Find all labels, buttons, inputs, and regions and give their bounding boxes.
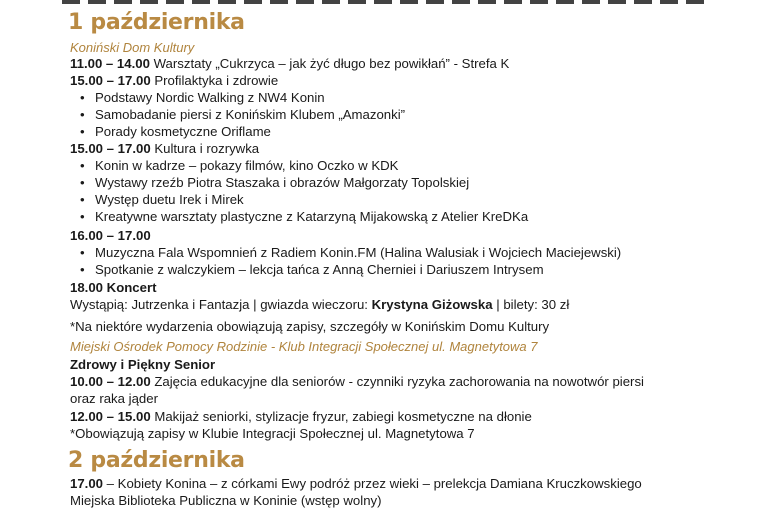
schedule-line: 11.00 – 14.00 Warsztaty „Cukrzyca – jak żyć długo bez powikłań” - Strefa K <box>70 56 510 71</box>
cropped-header-decoration <box>62 0 712 4</box>
kdk-signup-note: *Na niektóre wydarzenia obowiązują zapisy, szczegóły w Konińskim Domu Kultury <box>70 319 550 334</box>
schedule-bullet: • Konin w kadrze – pokazy filmów, kino Oczko w KDK <box>80 158 399 173</box>
schedule-bullet: • Muzyczna Fala Wspomnień z Radiem Konin.FM (Halina Walusiak i Wojciech Maciejewski) <box>80 245 622 260</box>
schedule-line: 15.00 – 17.00 Profilaktyka i zdrowie <box>70 73 279 88</box>
senior-program-title: Zdrowy i Piękny Senior <box>70 357 216 372</box>
schedule-bullet: • Podstawy Nordic Walking z NW4 Konin <box>80 90 325 105</box>
schedule-bullet: • Porady kosmetyczne Oriflame <box>80 124 271 139</box>
concert-heading: 18.00 Koncert <box>70 280 157 295</box>
schedule-bullet: • Kreatywne warsztaty plastyczne z Katarzyną Mijakowską z Atelier KreDKa <box>80 209 529 224</box>
schedule-bullet: • Występ duetu Irek i Mirek <box>80 192 244 207</box>
schedule-line: oraz raka jąder <box>70 391 158 406</box>
schedule-bullet: • Spotkanie z walczykiem – lekcja tańca z Anną Cherniei i Dariuszem Intrysem <box>80 262 544 277</box>
day1-venue-kdk: Koniński Dom Kultury <box>70 40 195 55</box>
schedule-bullet: • Wystawy rzeźb Piotra Staszaka i obrazów Małgorzaty Topolskiej <box>80 175 470 190</box>
schedule-line: 16.00 – 17.00 <box>70 228 151 243</box>
day1-title: 1 października <box>68 10 245 35</box>
mopr-signup-note: *Obowiązują zapisy w Klubie Integracji Społecznej ul. Magnetytowa 7 <box>70 426 475 441</box>
schedule-line: 12.00 – 15.00 Makijaż seniorki, stylizacje fryzur, zabiegi kosmetyczne na dłonie <box>70 409 532 424</box>
schedule-line: Miejska Biblioteka Publiczna w Koninie (wstęp wolny) <box>70 493 382 508</box>
schedule-line: 15.00 – 17.00 Kultura i rozrywka <box>70 141 260 156</box>
day2-title: 2 października <box>68 448 245 473</box>
concert-details: Wystąpią: Jutrzenka i Fantazja | gwiazda wieczoru: Krystyna Giżowska | bilety: 30 zł <box>70 297 570 312</box>
schedule-line: 10.00 – 12.00 Zajęcia edukacyjne dla seniorów - czynniki ryzyka zachorowania na nowotwór piersi <box>70 374 644 389</box>
schedule-bullet: • Samobadanie piersi z Konińskim Klubem „Amazonki” <box>80 107 406 122</box>
day1-venue-mopr: Miejski Ośrodek Pomocy Rodzinie - Klub Integracji Społecznej ul. Magnetytowa 7 <box>70 339 538 354</box>
schedule-line: 17.00 – Kobiety Konina – z córkami Ewy podróż przez wieki – prelekcja Damiana Kruczkowskiego <box>70 476 642 491</box>
